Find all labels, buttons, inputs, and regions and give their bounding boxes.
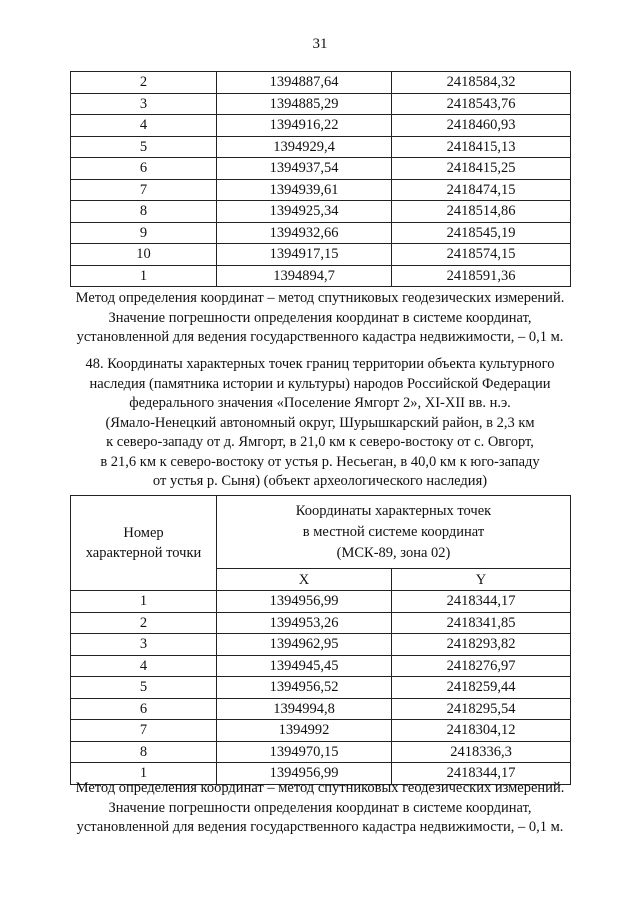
x-coordinate-cell: 1394932,66: [217, 222, 392, 244]
point-number-cell: 4: [71, 115, 217, 137]
table-row: [71, 179, 571, 201]
point-number-cell: 2: [71, 72, 217, 94]
y-coordinate-cell: 2418574,15: [392, 244, 571, 266]
x-coordinate-cell: 1394917,15: [217, 244, 392, 266]
x-coordinate-cell: 1394885,29: [217, 93, 392, 115]
header-x: X: [217, 569, 392, 591]
point-number-cell: 1: [71, 763, 217, 785]
point-number-cell: 5: [71, 136, 217, 158]
method-note-line: Метод определения координат – метод спутниковых геодезических измерений.: [75, 780, 565, 796]
y-coordinate-cell: 2418344,17: [392, 763, 571, 785]
point-number-cell: 6: [71, 158, 217, 180]
header-coordinates-line2: в местной системе координат: [302, 523, 485, 540]
header-point-number: [71, 496, 217, 591]
method-note-1: [0, 289, 640, 348]
table-row: [71, 158, 571, 180]
table-row: [71, 612, 571, 634]
table-row: [71, 698, 571, 720]
method-note-line: Метод определения координат – метод спутниковых геодезических измерений.: [75, 290, 565, 306]
x-coordinate-cell: 1394956,52: [217, 677, 392, 699]
y-coordinate-cell: 2418344,17: [392, 591, 571, 613]
item-48-line: федерального значения «Поселение Ямгорт 2», XI-XII вв. н.э.: [129, 395, 511, 411]
header-coordinates-line3: (МСК-89, зона 02): [336, 544, 451, 561]
table-row: [71, 72, 571, 94]
method-note-2: [0, 779, 640, 838]
point-number-cell: 3: [71, 634, 217, 656]
x-coordinate-cell: 1394994,8: [217, 698, 392, 720]
x-coordinate-cell: 1394939,61: [217, 179, 392, 201]
coordinates-table-continued: [70, 71, 571, 287]
point-number-cell: 5: [71, 677, 217, 699]
point-number-cell: 8: [71, 201, 217, 223]
x-coordinate-cell: 1394953,26: [217, 612, 392, 634]
y-coordinate-cell: 2418584,32: [392, 72, 571, 94]
table-row: [71, 93, 571, 115]
y-coordinate-cell: 2418293,82: [392, 634, 571, 656]
item-48-line: наследия (памятника истории и культуры) народов Российской Федерации: [89, 375, 551, 392]
x-coordinate-cell: 1394894,7: [217, 265, 392, 287]
point-number-cell: 7: [71, 720, 217, 742]
table-row: [71, 741, 571, 763]
point-number-cell: 10: [71, 244, 217, 266]
point-number-cell: 9: [71, 222, 217, 244]
y-coordinate-cell: 2418304,12: [392, 720, 571, 742]
point-number-cell: 6: [71, 698, 217, 720]
accuracy-note-line: установленной для ведения государственного кадастра недвижимости, – 0,1 м.: [76, 819, 564, 835]
point-number-cell: 1: [71, 265, 217, 287]
item-48-line: к северо-западу от д. Ямгорт, в 21,0 км к северо-востоку от с. Овгорт,: [106, 434, 534, 450]
y-coordinate-cell: 2418543,76: [392, 93, 571, 115]
table-row: [71, 591, 571, 613]
point-number-cell: 4: [71, 655, 217, 677]
table-row: [71, 136, 571, 158]
y-coordinate-cell: 2418591,36: [392, 265, 571, 287]
item-48-line: в 21,6 км к северо-востоку от устья р. Несьеган, в 40,0 км к юго-западу: [100, 453, 540, 470]
table-row: [71, 222, 571, 244]
item-48-line: 48. Координаты характерных точек границ территории объекта культурного: [85, 356, 555, 372]
table-row: [71, 244, 571, 266]
table-row: [71, 265, 571, 287]
item-48-line: (Ямало-Ненецкий автономный округ, Шурышкарский район, в 2,3 км: [105, 414, 535, 431]
page-number: 31: [312, 36, 328, 52]
x-coordinate-cell: 1394956,99: [217, 763, 392, 785]
point-number-cell: 2: [71, 612, 217, 634]
table-row: [71, 634, 571, 656]
x-coordinate-cell: 1394887,64: [217, 72, 392, 94]
y-coordinate-cell: 2418415,13: [392, 136, 571, 158]
item-48-line: от устья р. Сыня) (объект археологического наследия): [152, 473, 488, 489]
table-row: [71, 720, 571, 742]
table-row: [71, 201, 571, 223]
x-coordinate-cell: 1394945,45: [217, 655, 392, 677]
point-number-cell: 8: [71, 741, 217, 763]
accuracy-note-line: Значение погрешности определения координат в системе координат,: [108, 309, 532, 326]
header-coordinates-line1: Координаты характерных точек: [295, 502, 492, 519]
accuracy-note-line: установленной для ведения государственного кадастра недвижимости, – 0,1 м.: [76, 329, 564, 345]
x-coordinate-cell: 1394962,95: [217, 634, 392, 656]
item-48-description: [0, 355, 640, 492]
x-coordinate-cell: 1394970,15: [217, 741, 392, 763]
header-point-number-line1: Номер: [123, 525, 164, 541]
x-coordinate-cell: 1394916,22: [217, 115, 392, 137]
x-coordinate-cell: 1394956,99: [217, 591, 392, 613]
y-coordinate-cell: 2418514,86: [392, 201, 571, 223]
x-coordinate-cell: 1394992: [217, 720, 392, 742]
coordinates-table-48: [70, 495, 571, 785]
point-number-cell: 1: [71, 591, 217, 613]
x-coordinate-cell: 1394925,34: [217, 201, 392, 223]
y-coordinate-cell: 2418474,15: [392, 179, 571, 201]
y-coordinate-cell: 2418545,19: [392, 222, 571, 244]
y-coordinate-cell: 2418415,25: [392, 158, 571, 180]
y-coordinate-cell: 2418295,54: [392, 698, 571, 720]
accuracy-note-line: Значение погрешности определения координат в системе координат,: [108, 799, 532, 816]
y-coordinate-cell: 2418341,85: [392, 612, 571, 634]
x-coordinate-cell: 1394929,4: [217, 136, 392, 158]
table-row: [71, 655, 571, 677]
header-coordinates: [217, 496, 571, 569]
header-point-number-line2: характерной точки: [85, 545, 202, 561]
header-y: Y: [392, 569, 571, 591]
y-coordinate-cell: 2418460,93: [392, 115, 571, 137]
table-row: [71, 115, 571, 137]
y-coordinate-cell: 2418259,44: [392, 677, 571, 699]
table2-body: [71, 591, 571, 785]
x-coordinate-cell: 1394937,54: [217, 158, 392, 180]
y-coordinate-cell: 2418276,97: [392, 655, 571, 677]
point-number-cell: 7: [71, 179, 217, 201]
table1-body: [71, 72, 571, 287]
point-number-cell: 3: [71, 93, 217, 115]
table-row: [71, 677, 571, 699]
y-coordinate-cell: 2418336,3: [392, 741, 571, 763]
